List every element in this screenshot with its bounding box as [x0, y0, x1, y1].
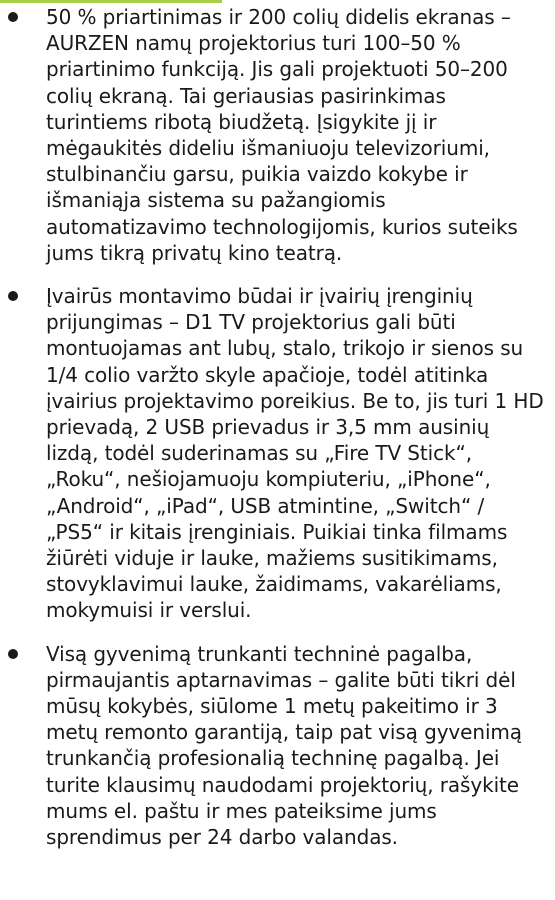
feature-bullet-list	[0, 4, 555, 867]
bullet-dot-icon	[8, 12, 18, 22]
feature-bullet-zoom	[0, 4, 555, 266]
bullet-dot-icon	[8, 291, 18, 301]
feature-bullet-mounting	[0, 283, 555, 624]
bullet-dot-icon	[8, 649, 18, 659]
feature-bullet-support	[0, 641, 555, 851]
top-accent-bar	[0, 0, 222, 3]
feature-bullet-text: 50 % priartinimas ir 200 colių didelis ekranas – AURZEN namų projektorius turi 100–50 % priartinimo funkciją. Jis gali projektuoti 50–200 colių ekraną. Tai geriausias pasirinkimas turintiems ribotą biudžetą. Įsigykite jį ir mėgaukitės dideliu išmaniuoju televizoriumi, stulbinančiu garsu, puikia vaizdo kokybe ir išmaniąja sistema su pažangiomis automatizavimo technologijomis, kurios suteiks jums tikrą privatų kino teatrą.	[46, 5, 518, 265]
feature-bullet-text: Visą gyvenimą trunkanti techninė pagalba, pirmaujantis aptarnavimas – galite būti tikri dėl mūsų kokybės, siūlome 1 metų pakeitimo ir 3 metų remonto garantiją, taip pat visą gyvenimą trunkančią profesionalią techninę pagalbą. Jei turite klausimų naudodami projektorių, rašykite mums el. paštu ir mes pateiksime jums sprendimus per 24 darbo valandas.	[46, 641, 522, 850]
feature-bullet-text: Įvairūs montavimo būdai ir įvairių įrenginių prijungimas – D1 TV projektorius gali būti montuojamas ant lubų, stalo, trikojo ir sienos su 1/4 colio varžto skyle apačioje, todėl atitinka įvairius projektavimo poreikius. Be to, jis turi 1 HD prievadą, 2 USB prievadus ir 3,5 mm ausinių lizdą, todėl suderinamas su „Fire TV Stick“, „Roku“, nešiojamuoju kompiuteriu, „iPhone“, „Android“, „iPad“, USB atmintine, „Switch“ / „PS5“ ir kitais įrenginiais. Puikiai tinka filmams žiūrėti viduje ir lauke, mažiems susitikimams, stovyklavimui lauke, žaidimams, vakarėliams, mokymuisi ir verslui.	[46, 284, 544, 623]
